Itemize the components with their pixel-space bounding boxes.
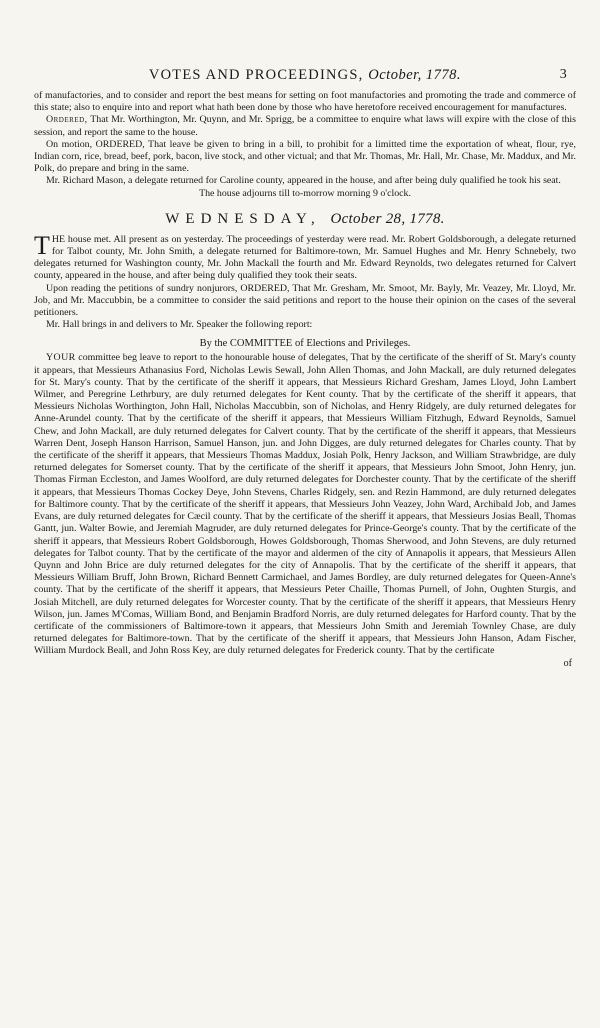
paragraph-text: Mr. Hall brings in and delivers to Mr. Speaker the following report: bbox=[46, 319, 313, 331]
paragraph-house-met bbox=[34, 230, 576, 283]
paragraph-hall-report bbox=[34, 319, 576, 331]
committee-report bbox=[34, 352, 576, 657]
report-text: committee beg leave to report to the honourable house of delegates, That by the certificate of the sheriff of St. Mary's county it appears, that Messieurs Athanasius Ford, Nicholas Lewis Sewall, John Allen Thomas, and John Mackall, are duly returned delegates for St. Mary's county. That by the certificate of the sheriff it appears, that Messieurs Richard Gresham, James Lloyd, John Lambert Wilmer, and Peregrine Lethrbury, are duly returned delegates for Kent county. That by the certificate of the sheriff it appears, that Messieurs Nicholas Worthington, John Hall, Nicholas Maccubbin, son of Nicholas, and Henry Ridgely, are duly returned delegates for Anne-Arundel county. That by the certificate of the sheriff it appears, that Messieurs William Fitzhugh, Edward Reynolds, Samuel Chew, and John Mackall, are duly returned delegates for Calvert county. That by the certificate of the sheriff it appears, that Messieurs Warren Dent, Joseph Hanson Harrison, Samuel Hanson, jun. and John Digges, are duly returned delegates for Charles county. That by the certificate of the sheriff it appears, that Messieurs Thomas Maddux, Josiah Polk, Henry Jackson, and William Strawbridge, are duly returned delegates for Somerset county. That by the certificate of the sheriff it appears, that Messieurs John Smoot, John Henry, jun. Thomas Firman Eccleston, and James Woolford, are duly returned delegates for Dorchester county. That by the certificate of the sheriff it appears, that Messieurs Thomas Cockey Deye, John Stevens, Charles Ridgely, sen. and Rezin Hammond, are duly returned delegates for Baltimore county. That by the certificate of the sheriff it appears, that Messieurs John Veazey, John Ward, Archibald Job, and James Evans, are duly returned delegates for Cæcil county. That by the certificate of the sheriff it appears, that Messieurs Josias Beall, Thomas Gantt, jun. Walter Bowie, and Jeremiah Magruder, are duly returned delegates for Prince-George's county. That by the certificate of the sheriff it appears, that Messieurs Robert Goldsborough, Howes Goldsborough, Thomas Sherwood, and John Stevens, are duly returned delegates for Talbot county. That by the certificate of the mayor and aldermen of the city of Annapolis it appears, that Messieurs Allen Quynn and John Brice are duly returned delegates for the city of Annapolis. That by the certificate of the sheriff it appears, that Messieurs William Bruff, John Brown, Richard Bennett Carmichael, and James Bordley, are duly returned delegates for Queen-Anne's county. That by the certificate of the sheriff it appears, that Messieurs Peter Chaille, Thomas Purnell, of John, Oughten Sturgis, and Josiah Mitchell, are duly returned delegates for Worcester county. That by the certificate of the sheriff it appears, that Messieurs Henry Wilson, jun. James M'Comas, William Bond, and Benjamin Bradford Norris, are duly returned delegates for Harford county. That by the certificate of the commissioners of Baltimore-town it appears, that Messieurs John Smith and Jeremiah Townley Chase, are duly returned delegates for Baltimore-town. That by the certificate of the sheriff it appears, that Messieurs John Hanson, Adam Fischer, William Murdock Beall, and John Ross Key, are duly returned delegates for Frederick county. That by the certificate bbox=[34, 352, 576, 657]
paragraph-text: of manufactories, and to consider and report the best means for setting on foot manufactories and promoting the trade and commerce of this state; also to enquire into and report what hath been done by those who have heretofore received encouragement for manufactures. bbox=[34, 90, 576, 114]
drop-cap: T bbox=[34, 230, 50, 260]
adjournment-line: The house adjourns till to-morrow morning 9 o'clock. bbox=[199, 187, 411, 199]
paragraph-text: HE house met. All present as on yesterday. The proceedings of yesterday were read. Mr. Robert Goldsborough, a delegate returned for Talbot county, Mr. John Smith, a delegate returned for Baltimore-town, Mr. Samuel Hughes and Mr. Henry Schnebely, two delegates returned for Washington county, Mr. John Mackall the fourth and Mr. Edward Reynolds, two delegates returned for Calvert county, appeared in the house, and after being duly qualified they took their seats. bbox=[34, 233, 576, 282]
report-lead: YOUR bbox=[46, 352, 76, 364]
catchword: of bbox=[563, 657, 572, 669]
paragraph-mason bbox=[34, 175, 576, 187]
paragraph-export-bill bbox=[34, 139, 576, 176]
paragraph-manufactories bbox=[34, 90, 576, 114]
paragraph-laws-committee bbox=[34, 114, 576, 138]
page-number: 3 bbox=[559, 67, 568, 82]
running-head-title: VOTES AND PROCEEDINGS, bbox=[148, 67, 364, 83]
day-date: October 28, 1778. bbox=[330, 210, 445, 227]
paragraph-text: That Mr. Worthington, Mr. Quynn, and Mr. Sprigg, be a committee to enquire what laws will expire with the close of this session, and report the same to the house. bbox=[34, 114, 576, 138]
day-heading bbox=[34, 210, 576, 228]
paragraph-text: Mr. Richard Mason, a delegate returned for Caroline county, appeared in the house, and after being duly qualified he took his seat. bbox=[46, 175, 561, 187]
paragraph-text: Upon reading the petitions of sundry nonjurors, ORDERED, That Mr. Gresham, Mr. Smoot, Mr. Bayly, Mr. Veazey, Mr. Lloyd, Mr. Job, and Mr. Maccubbin, be a committee to consider the said petitions and report to the house their opinion on the cases of the several petitioners. bbox=[34, 282, 576, 319]
running-head-month: October, 1778. bbox=[368, 67, 462, 83]
day-name: WEDNESDAY, bbox=[165, 210, 321, 227]
committee-heading: By the COMMITTEE of Elections and Privileges. bbox=[199, 338, 411, 350]
paragraph-lead: Ordered, bbox=[46, 114, 88, 126]
running-head bbox=[34, 66, 576, 84]
paragraph-nonjurors bbox=[34, 283, 576, 320]
paragraph-text: On motion, ORDERED, That leave be given to bring in a bill, to prohibit for a limitted time the exportation of wheat, flour, rye, Indian corn, rice, bread, beef, pork, bacon, live stock, and other victual; and that Mr. Thomas, Mr. Hall, Mr. Chase, Mr. Maddux, and Mr. Polk, do prepare and bring in the same. bbox=[34, 138, 576, 175]
